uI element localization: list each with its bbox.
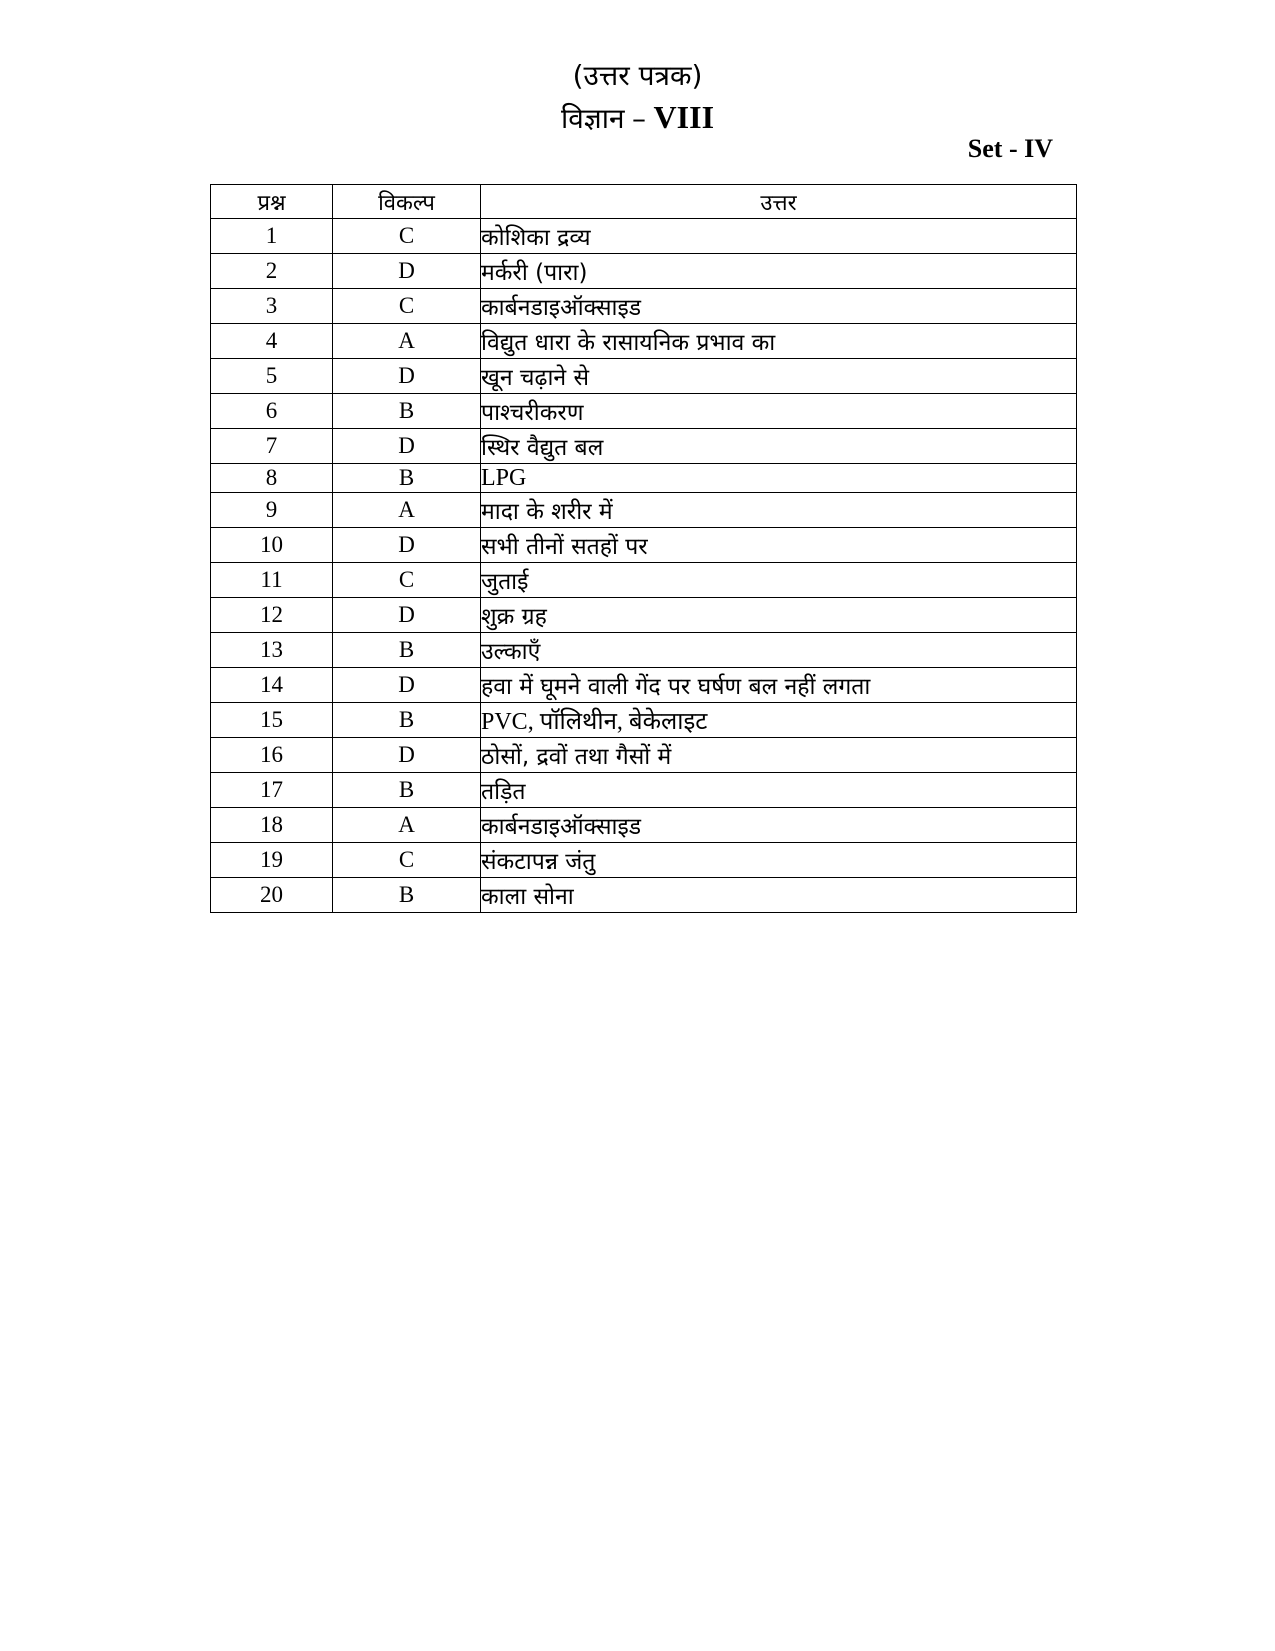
answer-text: हवा में घूमने वाली गेंद पर घर्षण बल नहीं लगता [481,668,1077,703]
option-letter: C [333,289,481,324]
question-number: 2 [211,254,333,289]
table-header-row [211,185,1077,219]
subject-dash: – [632,102,647,135]
question-number: 12 [211,598,333,633]
answer-text: स्थिर वैद्युत बल [481,429,1077,464]
answer-rows [211,219,1077,913]
answer-text: काला सोना [481,878,1077,913]
table-row [211,493,1077,528]
question-number: 14 [211,668,333,703]
set-label: Set - IV [967,134,1053,163]
option-letter: D [333,429,481,464]
table-row [211,878,1077,913]
column-header-question: प्रश्न [211,185,333,219]
option-letter: B [333,464,481,493]
option-letter: B [333,394,481,429]
option-letter: C [333,219,481,254]
answer-text: LPG [481,464,1077,493]
class-label: VIII [653,99,715,135]
table-row [211,359,1077,394]
answer-text: मर्करी (पारा) [481,254,1077,289]
answer-text: कार्बनडाइऑक्साइड [481,289,1077,324]
table-row [211,738,1077,773]
question-number: 20 [211,878,333,913]
question-number: 18 [211,808,333,843]
table-row [211,464,1077,493]
option-letter: B [333,633,481,668]
answer-text: संकटापन्न जंतु [481,843,1077,878]
question-number: 5 [211,359,333,394]
answer-text: मादा के शरीर में [481,493,1077,528]
table-row [211,843,1077,878]
option-letter: A [333,808,481,843]
answer-text: PVC, पॉलिथीन, बेकेलाइट [481,703,1077,738]
answer-text: सभी तीनों सतहों पर [481,528,1077,563]
option-letter: D [333,528,481,563]
option-letter: D [333,254,481,289]
table-row [211,528,1077,563]
table-row [211,703,1077,738]
option-letter: D [333,738,481,773]
table-row [211,429,1077,464]
answer-table [210,184,1077,913]
question-number: 11 [211,563,333,598]
question-number: 3 [211,289,333,324]
answer-text: ठोसों, द्रवों तथा गैसों में [481,738,1077,773]
option-letter: D [333,359,481,394]
answer-text: कार्बनडाइऑक्साइड [481,808,1077,843]
option-letter: D [333,598,481,633]
answer-text: विद्युत धारा के रासायनिक प्रभाव का [481,324,1077,359]
question-number: 19 [211,843,333,878]
answer-text: उल्काएँ [481,633,1077,668]
table-row [211,773,1077,808]
table-row [211,219,1077,254]
table-row [211,289,1077,324]
question-number: 16 [211,738,333,773]
answer-text: तड़ित [481,773,1077,808]
table-row [211,254,1077,289]
question-number: 9 [211,493,333,528]
option-letter: B [333,773,481,808]
column-header-option: विकल्प [333,185,481,219]
table-row [211,598,1077,633]
option-letter: C [333,843,481,878]
question-number: 8 [211,464,333,493]
option-letter: A [333,493,481,528]
document-header [0,56,1275,140]
answer-text: कोशिका द्रव्य [481,219,1077,254]
table-row [211,394,1077,429]
answer-text: जुताई [481,563,1077,598]
answer-text: खून चढ़ाने से [481,359,1077,394]
question-number: 15 [211,703,333,738]
question-number: 6 [211,394,333,429]
answer-sheet-title: (उत्तर पत्रक) [572,59,703,92]
option-letter: A [333,324,481,359]
table-row [211,808,1077,843]
question-number: 1 [211,219,333,254]
question-number: 7 [211,429,333,464]
option-letter: B [333,703,481,738]
table-row [211,668,1077,703]
question-number: 10 [211,528,333,563]
table-row [211,633,1077,668]
question-number: 17 [211,773,333,808]
subject-name: विज्ञान [560,102,625,135]
table-row [211,563,1077,598]
subject-heading [0,96,1275,140]
option-letter: B [333,878,481,913]
option-letter: D [333,668,481,703]
answer-text: पाश्चरीकरण [481,394,1077,429]
option-letter: C [333,563,481,598]
column-header-answer: उत्तर [481,185,1077,219]
answer-text: शुक्र ग्रह [481,598,1077,633]
question-number: 13 [211,633,333,668]
table-row [211,324,1077,359]
question-number: 4 [211,324,333,359]
